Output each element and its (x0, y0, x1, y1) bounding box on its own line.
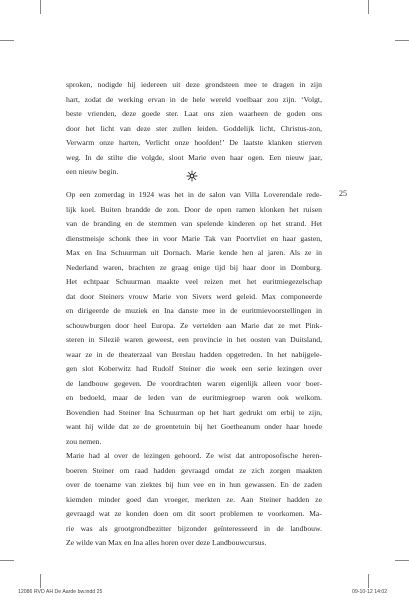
text-line: steren in Silezië waren geweest, een provincie in het oosten van Duitsland, (66, 335, 322, 344)
text-line: dat door Steiners vrouw Marie von Sivers werd geleid. Max componeerde (66, 291, 322, 301)
text-line: weg. In de stilte die volgde, sloot Marie even haar ogen. Een nieuw jaar, (66, 152, 322, 162)
text-line: Verwarm onze harten, Verlicht onze hoofden!’ De laatste klanken stierven (66, 138, 322, 147)
text-line: over de toename van ziektes bij hun vee en in hun gewassen. En de zaden (66, 480, 322, 489)
text-line: boeren Steiner om raad hadden gevraagd omdat ze zich zorgen maakten (66, 465, 322, 475)
page-number: 25 (339, 189, 347, 198)
crop-mark-bottom-right-v (368, 574, 369, 588)
crop-mark-top-right-h (395, 40, 409, 41)
crop-mark-bottom-left-v (40, 574, 41, 588)
text-line: kiemden minder goed dan vroeger, merkten ze. Aan Steiner hadden ze (66, 494, 322, 504)
text-line: hart, zodat de werking ervan in de hele wereld voelbaar zou zijn. ‘Volgt, (66, 94, 322, 104)
text-line: Bovendien had Steiner Ina Schuurman op het hart gedrukt om erbij te zijn, (66, 407, 322, 417)
text-line: Marie had al over de lezingen gehoord. Ze wist dat antroposofische heren- (66, 451, 322, 460)
crop-mark-top-left-h (0, 40, 14, 41)
text-line: de landbouw gegeven. De voordrachten waren eigenlijk alleen voor boer- (66, 378, 322, 388)
paragraph-main (66, 188, 322, 551)
print-slug-timestamp: 09-10-12 14:02 (352, 589, 388, 595)
text-line: door het licht van deze ster zullen leiden. Goddelijk licht, Christus-zon, (66, 123, 322, 133)
text-line: Het echtpaar Schuurman maakte veel reizen met het euritmiegezelschap (66, 277, 322, 286)
crop-mark-bottom-left-h (0, 560, 14, 561)
text-line: waar ze in de theaterzaal van Breslau hadden opgetreden. In het nabijgele- (66, 349, 322, 359)
paragraph-continued (66, 78, 322, 180)
text-line: een nieuw begin. (66, 167, 119, 176)
text-line: beste vrienden, deze goede ster. Laat ons zien waarheen de goden ons (66, 109, 322, 118)
print-slug-filename: 12086 RVD AH De Aarde bw.indd 25 (18, 589, 103, 595)
crop-mark-bottom-right-h (395, 560, 409, 561)
star-flower-ornament-icon (186, 170, 198, 182)
crop-mark-top-left-v (40, 0, 41, 14)
text-line: Max en Ina Schuurman uit Dornach. Marie kende hen al jaren. Als ze in (66, 248, 322, 257)
text-line: schouwburgen door heel Europa. Ze vertelden aan Marie dat ze met Pink- (66, 320, 322, 330)
text-line: Op een zomerdag in 1924 was het in de salon van Villa Loverendale rede- (66, 190, 322, 199)
text-line: Ze wilde van Max en Ina alles horen over deze Landbouwcursus. (66, 538, 267, 547)
text-line: rie was als grootgrondbezitter bijzonder geïnteresseerd in de landbouw. (66, 523, 322, 533)
text-line: en bedoeld, maar de leden van de euritmiegroep waren ook welkom. (66, 393, 322, 402)
text-line: lijk koel. Buiten brandde de zon. Door de open ramen klonken het ruisen (66, 204, 322, 214)
text-line: sproken, nodigde hij iedereen uit deze grondsteen mee te dragen in zijn (66, 80, 322, 89)
text-line: want hij wilde dat ze de groentetuin bij het Goetheanum onder haar hoede (66, 422, 322, 431)
crop-mark-top-right-v (368, 0, 369, 14)
text-line: zou nemen. (66, 436, 102, 446)
text-line: gen slot Koberwitz had Rudolf Steiner die week een serie lezingen over (66, 364, 322, 373)
text-line: Nederland waren, brachten ze graag enige tijd bij haar door in Domburg. (66, 262, 322, 272)
text-line: gevraagd wat ze konden doen om dit soort problemen te voorkomen. Ma- (66, 509, 322, 518)
text-line: van de branding en de stemmen van spelende kinderen op het strand. Het (66, 219, 322, 228)
text-line: en dirigeerde de muziek en Ina danste mee in de euritmievoorstellingen in (66, 306, 322, 315)
text-line: dienstmeisje schonk thee in voor Marie Tak van Poortvliet en haar gasten, (66, 233, 322, 243)
